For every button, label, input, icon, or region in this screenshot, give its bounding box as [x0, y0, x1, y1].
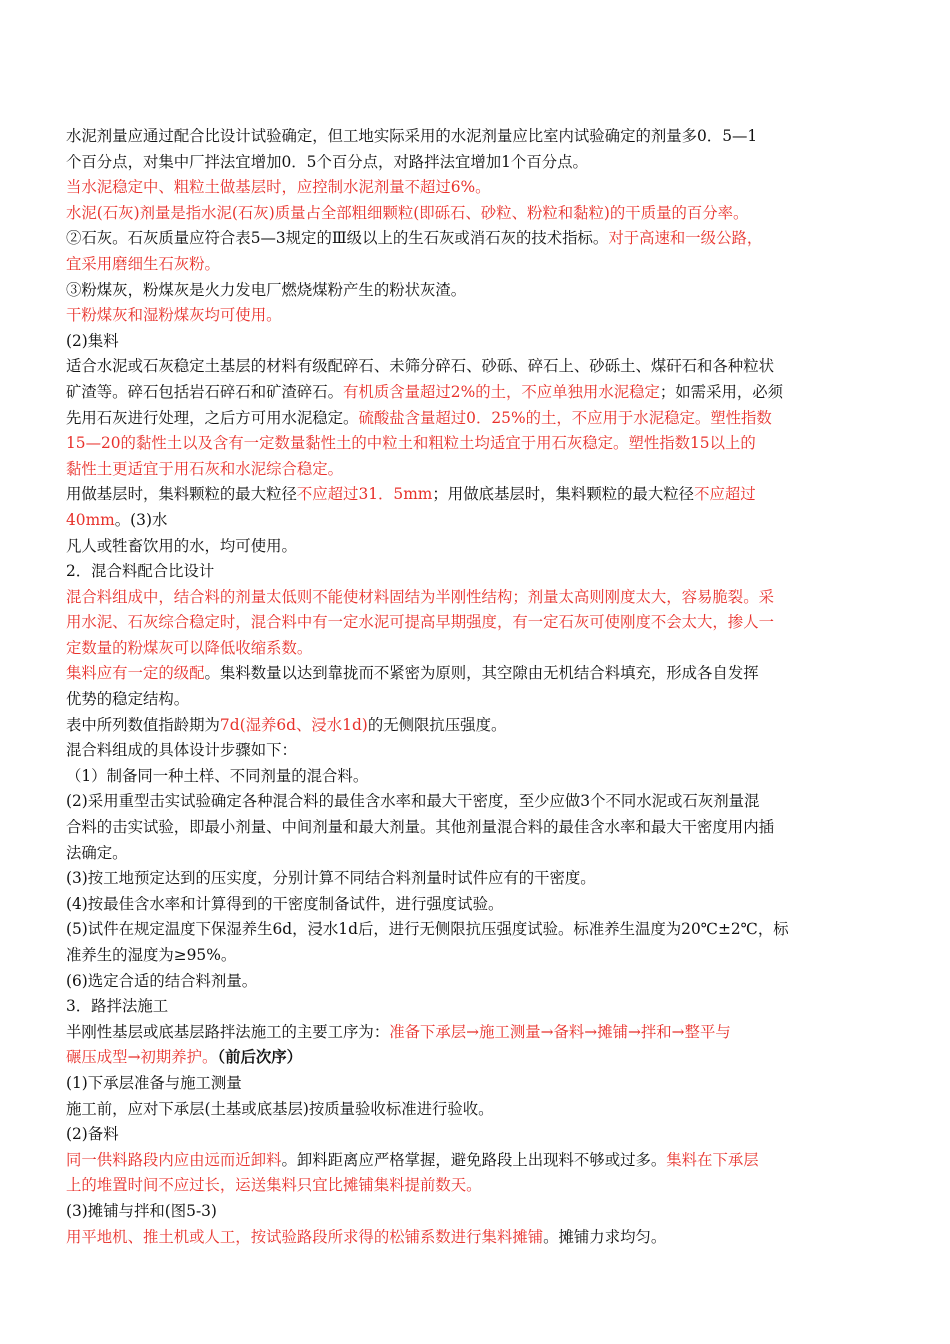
body-text: (2)备料 [66, 1125, 119, 1144]
body-text: 。集料数量以达到靠拢而不紧密为原则，其空隙由无机结合料填充，形成各自发挥 [204, 664, 759, 683]
text-line [66, 892, 888, 918]
text-line [66, 1199, 888, 1225]
text-line [66, 329, 888, 355]
text-line [66, 969, 888, 995]
body-text: 法确定。 [66, 843, 128, 862]
highlighted-text: 用平地机、推土机或人工，按试验路段所求得的松铺系数进行集料摊铺 [66, 1227, 544, 1246]
text-line [66, 226, 888, 252]
body-text: ③粉煤灰，粉煤灰是火力发电厂燃烧煤粉产生的粉状灰渣。 [66, 280, 467, 299]
text-line [66, 1225, 888, 1251]
body-text: ；如需采用，必须 [659, 382, 784, 401]
body-text: 的无侧限抗压强度。 [367, 715, 507, 734]
text-line [66, 841, 888, 867]
body-text: 水泥剂量应通过配合比设计试验确定，但工地实际采用的水泥剂量应比室内试验确定的剂量多0．5—1 [66, 127, 758, 145]
body-text: (2)集料 [66, 331, 119, 350]
text-line [66, 1122, 888, 1148]
highlighted-text: 对于高速和一级公路， [608, 229, 763, 248]
body-text: (1)下承层准备与施工测量 [66, 1073, 242, 1092]
body-text: (2)采用重型击实试验确定各种混合料的最佳含水率和最大干密度，至少应做3个不同水泥或石灰剂量混 [66, 792, 760, 811]
body-text: 矿渣等。碎石包括岩石碎石和矿渣碎石。 [66, 382, 344, 401]
highlighted-text: 当水泥稳定中、粗粒土做基层时，应控制水泥剂量不超过6%。 [66, 178, 491, 197]
text-line [66, 559, 888, 585]
body-text: (6)选定合适的结合料剂量。 [66, 971, 258, 990]
text-line [66, 431, 888, 457]
text-line [66, 866, 888, 892]
highlighted-text: 不应超过 [694, 485, 756, 504]
highlighted-text: 水泥(石灰)剂量是指水泥(石灰)质量占全部粗细颗粒(即砾石、砂粒、粉粒和黏粒)的干质量的百分率。 [66, 203, 749, 222]
text-line [66, 585, 888, 611]
text-line [66, 636, 888, 662]
text-line [66, 789, 888, 815]
text-line [66, 124, 888, 150]
body-text: 3．路拌法施工 [66, 997, 169, 1016]
body-text: 施工前，应对下承层(土基或底基层)按质量验收标准进行验收。 [66, 1099, 494, 1118]
bold-text: （前后次序） [217, 1048, 303, 1067]
body-text: 先用石灰进行处理，之后方可用水泥稳定。 [66, 408, 359, 427]
text-line [66, 713, 888, 739]
highlighted-text: 准备下承层→施工测量→备料→摊铺→拌和→整平与 [389, 1022, 731, 1041]
body-text: 混合料组成的具体设计步骤如下： [66, 741, 297, 760]
text-line [66, 1173, 888, 1199]
highlighted-text: 硫酸盐含量超过0．25%的土，不应用于水泥稳定。塑性指数 [358, 408, 772, 427]
text-line [66, 201, 888, 227]
body-text: 合料的击实试验，即最小剂量、中间剂量和最大剂量。其他剂量混合料的最佳含水率和最大干密度用内插 [66, 818, 774, 837]
text-line [66, 815, 888, 841]
text-line [66, 764, 888, 790]
document-page [66, 124, 888, 1250]
highlighted-text: 碾压成型→初期养护。 [66, 1048, 218, 1067]
text-line [66, 917, 888, 943]
body-text: (3)按工地预定达到的压实度，分别计算不同结合料剂量时试件应有的干密度。 [66, 869, 596, 888]
body-text: ②石灰。石灰质量应符合表5—3规定的Ⅲ级以上的生石灰或消石灰的技术指标。 [66, 229, 609, 248]
highlighted-text: 集料在下承层 [666, 1150, 759, 1169]
highlighted-text: 40mm [66, 510, 115, 529]
text-line [66, 380, 888, 406]
highlighted-text: 黏性土更适宜于用石灰和水泥综合稳定。 [66, 459, 344, 478]
body-text: (4)按最佳含水率和计算得到的干密度制备试件，进行强度试验。 [66, 894, 504, 913]
body-text: (3)摊铺与拌和(图5-3) [66, 1201, 217, 1220]
text-line [66, 1148, 888, 1174]
body-text: 准养生的湿度为≥95%。 [66, 946, 237, 964]
body-text: 。(3)水 [114, 510, 168, 529]
body-text: 。卸料距离应严格掌握，避免路段上出现料不够或过多。 [281, 1150, 667, 1169]
text-line [66, 994, 888, 1020]
highlighted-text: 用水泥、石灰综合稳定时，混合料中有一定水泥可提高早期强度，有一定石灰可使刚度不会太大，掺人一 [66, 613, 774, 632]
highlighted-text: 15—20的黏性土以及含有一定数量黏性土的中粒土和粗粒土均适宜于用石灰稳定。塑性指数15以上的 [66, 434, 756, 453]
text-line [66, 278, 888, 304]
highlighted-text: 集料应有一定的级配 [66, 664, 205, 683]
highlighted-text: 不应超过31．5mm [296, 485, 433, 504]
text-line [66, 687, 888, 713]
text-line [66, 303, 888, 329]
body-text: ；用做底基层时，集料颗粒的最大粒径 [432, 485, 695, 504]
text-line [66, 252, 888, 278]
body-text: 2．混合料配合比设计 [66, 562, 215, 581]
body-text: （1）制备同一种土样、不同剂量的混合料。 [66, 766, 369, 785]
text-line [66, 508, 888, 534]
text-line [66, 1020, 888, 1046]
text-line [66, 943, 888, 969]
text-line [66, 661, 888, 687]
highlighted-text: 7d(湿养6d、浸水1d) [219, 715, 368, 734]
highlighted-text: 上的堆置时间不应过长，运送集料只宜比摊铺集料提前数天。 [66, 1176, 482, 1195]
text-line [66, 175, 888, 201]
text-line [66, 354, 888, 380]
text-line [66, 150, 888, 176]
body-text: 适合水泥或石灰稳定土基层的材料有级配碎石、未筛分碎石、砂砾、碎石上、砂砾土、煤矸石和各种粒状 [66, 357, 774, 376]
text-line [66, 1045, 888, 1071]
highlighted-text: 定数量的粉煤灰可以降低收缩系数。 [66, 638, 313, 657]
text-line [66, 1071, 888, 1097]
highlighted-text: 同一供料路段内应由远而近卸料 [66, 1150, 282, 1169]
highlighted-text: 宜采用磨细生石灰粉。 [66, 254, 220, 273]
body-text: 个百分点，对集中厂拌法宜增加0．5个百分点，对路拌法宜增加1个百分点。 [66, 152, 588, 171]
highlighted-text: 干粉煤灰和湿粉煤灰均可使用。 [66, 306, 282, 325]
text-line [66, 738, 888, 764]
text-line [66, 610, 888, 636]
body-text: 用做基层时，集料颗粒的最大粒径 [66, 485, 297, 504]
body-text: 。摊铺力求均匀。 [543, 1227, 667, 1246]
text-line [66, 482, 888, 508]
body-text: 凡人或牲畜饮用的水，均可使用。 [66, 536, 297, 555]
body-text: (5)试件在规定温度下保湿养生6d，浸水1d后，进行无侧限抗压强度试验。标准养生温度为20℃±2℃，标 [66, 920, 789, 939]
body-text: 优势的稳定结构。 [66, 690, 190, 709]
text-line [66, 1097, 888, 1123]
text-line [66, 457, 888, 483]
highlighted-text: 混合料组成中，结合料的剂量太低则不能使材料固结为半刚性结构；剂量太高则刚度太大，容易脆裂。采 [66, 587, 774, 606]
text-line [66, 406, 888, 432]
highlighted-text: 有机质含量超过2%的土，不应单独用水泥稳定 [343, 382, 660, 401]
body-text: 半刚性基层或底基层路拌法施工的主要工序为： [66, 1022, 390, 1041]
text-line [66, 534, 888, 560]
body-text: 表中所列数值指龄期为 [66, 715, 220, 734]
